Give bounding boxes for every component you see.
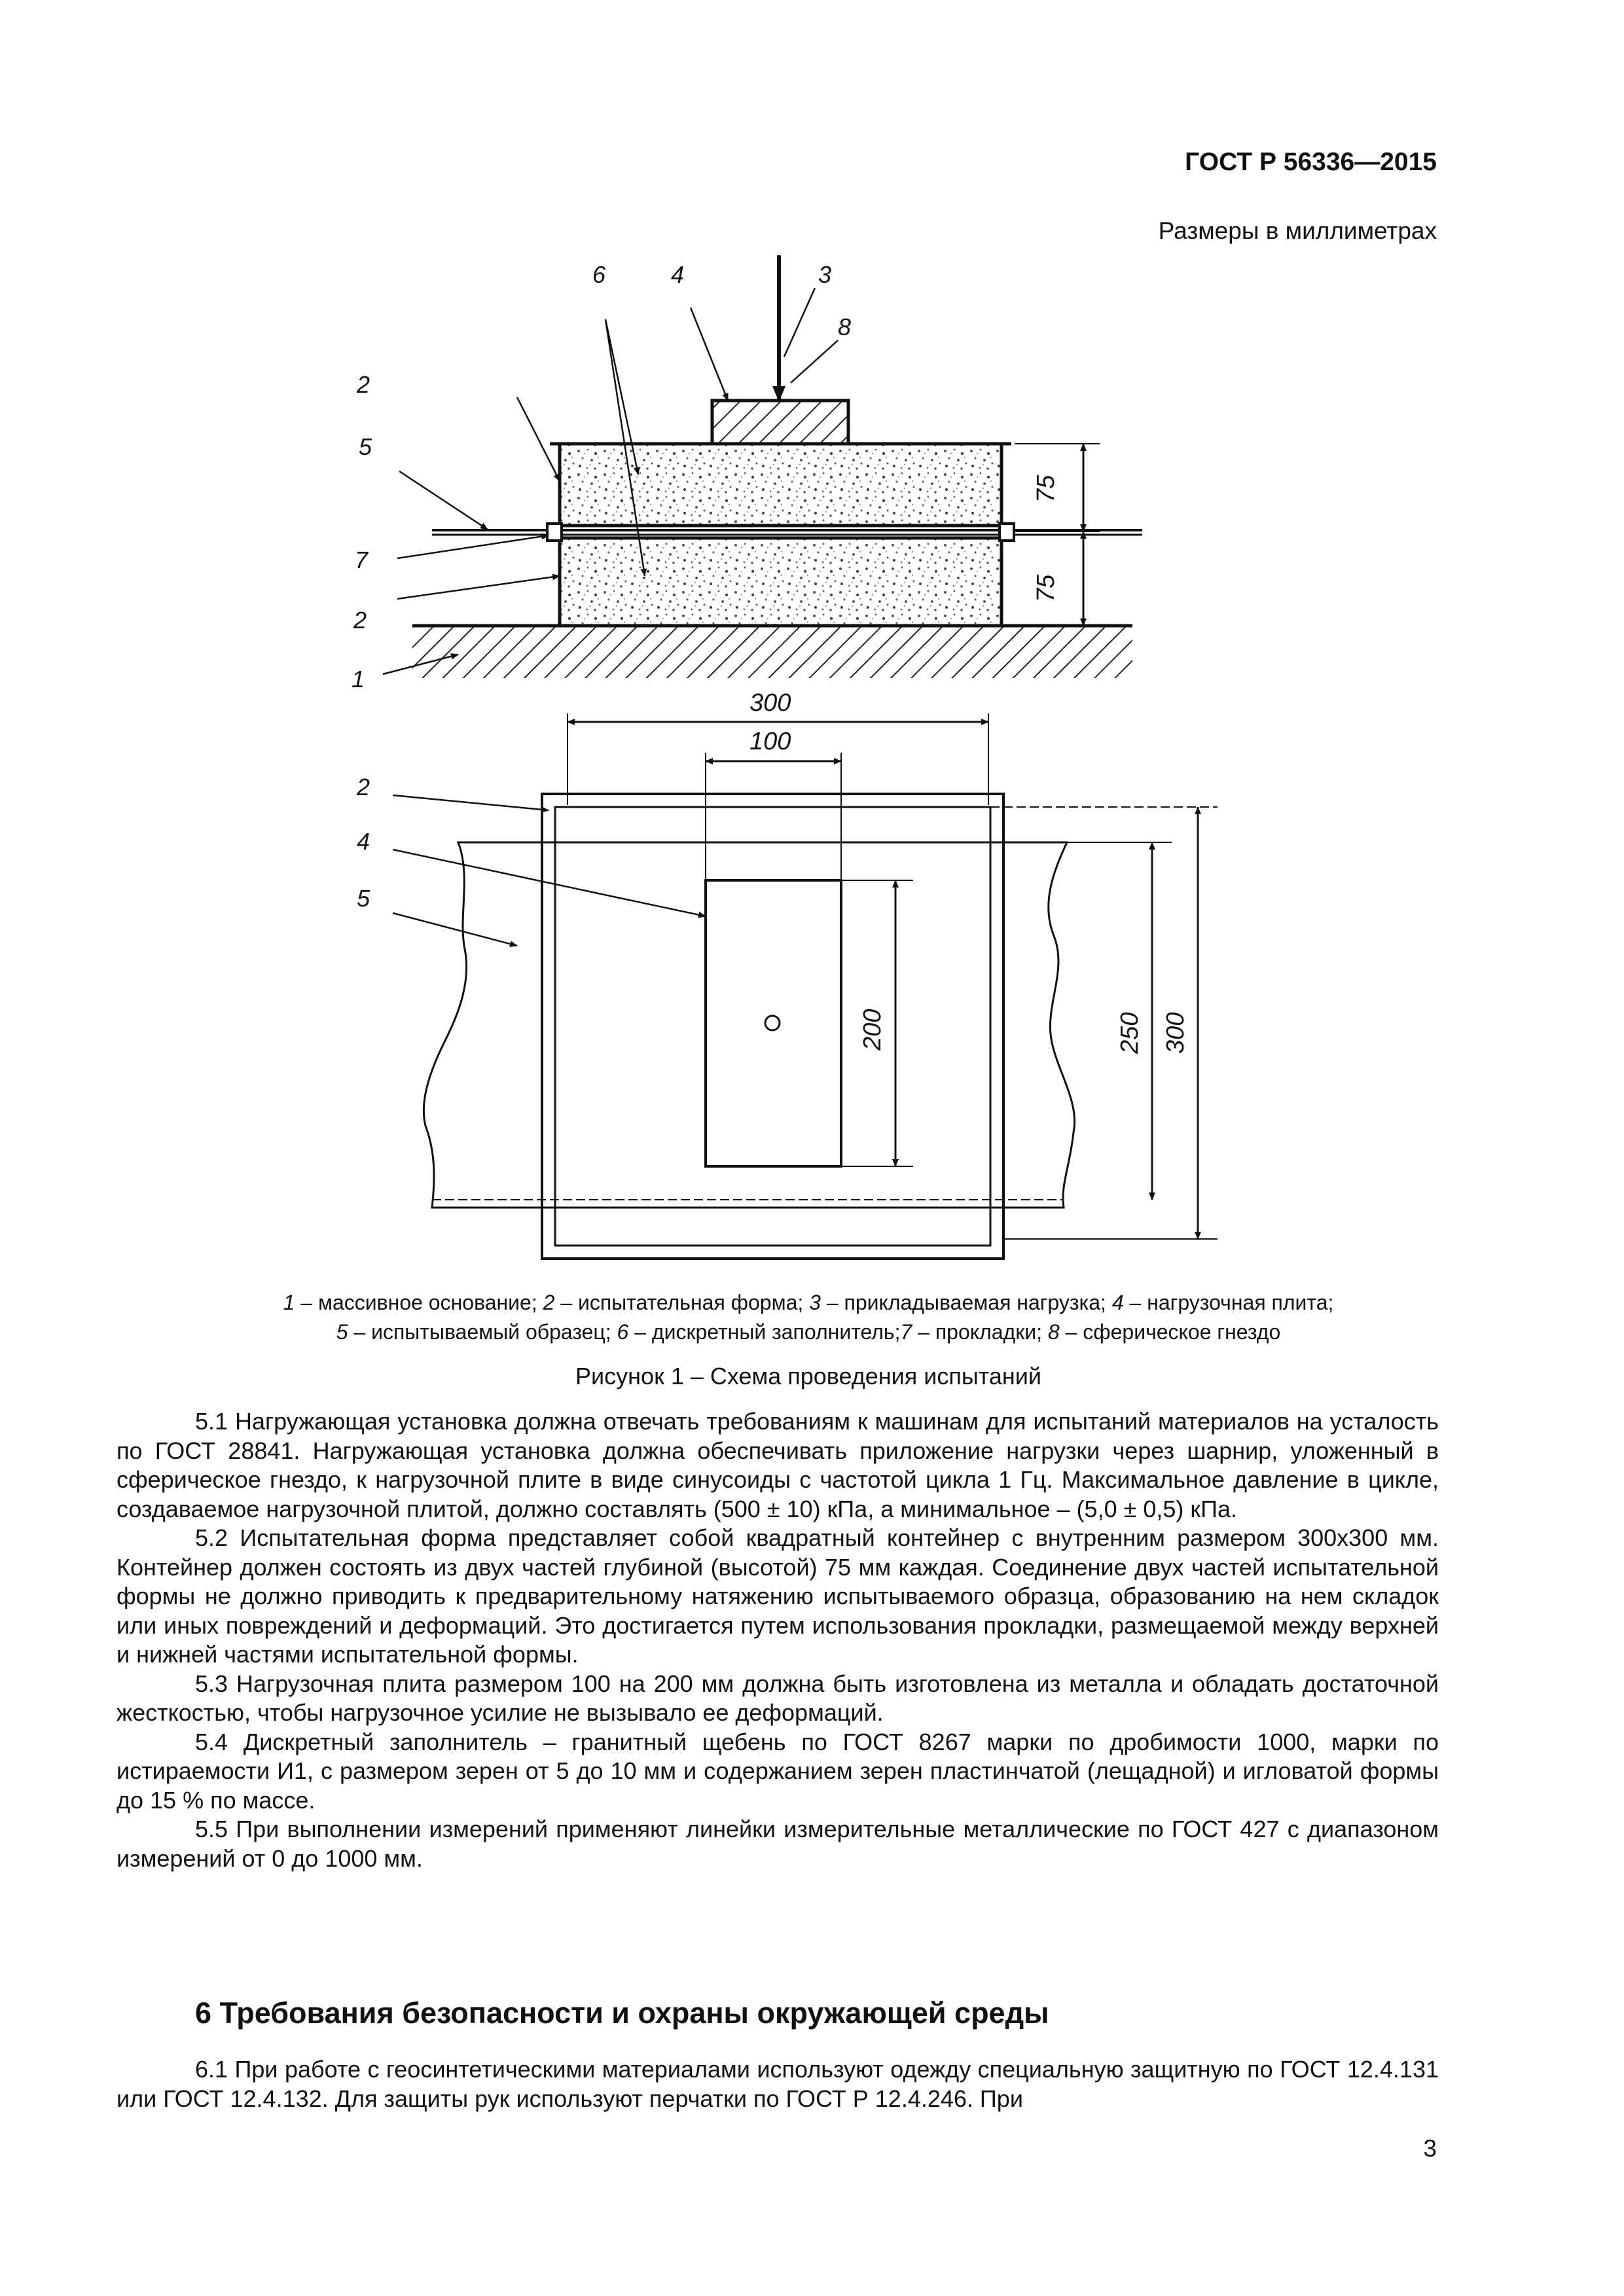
callout-1: 1	[352, 666, 365, 692]
callout-2-top: 2	[357, 371, 370, 398]
legend-text: – сферическое гнездо	[1059, 1320, 1281, 1344]
plan-load-plate	[706, 880, 841, 1166]
callout-3: 3	[818, 261, 832, 288]
side-view	[352, 255, 1142, 692]
callout-8: 8	[838, 314, 852, 340]
dim-height-form: 300	[1162, 1012, 1189, 1054]
legend-num: 2	[543, 1291, 555, 1314]
legend-num: 8	[1047, 1320, 1060, 1344]
dim-width-form: 300	[749, 689, 791, 717]
paragraph-5-1: 5.1 Нагружающая установка должна отвечать требованиям к машинам для испытаний материалов на усталость по ГОСТ 28841. Нагружающая установка должна обеспечивать приложение нагрузки через шарнир, уложенный в сферическое гнездо, к нагрузочной плите в виде синусоиды с частотой цикла 1 Гц. Максимальное давление в цикле, создаваемое нагрузочной плитой, должно составлять (500 ± 10) кПа, а минимальное – (5,0 ± 0,5) кПа.	[117, 1408, 1439, 1522]
legend-text: – дискретный заполнитель;	[628, 1320, 901, 1344]
callout-6: 6	[592, 261, 606, 288]
callout-4-side: 4	[671, 261, 685, 288]
legend-text: – испытываемый образец;	[348, 1320, 617, 1344]
callout-7: 7	[355, 547, 369, 573]
legend-text: – массивное основание;	[295, 1291, 543, 1314]
callout-2-plan: 2	[357, 774, 370, 800]
legend-num: 4	[1111, 1291, 1124, 1314]
section-6-heading: 6 Требования безопасности и охраны окружающей среды	[195, 1996, 1049, 2030]
load-plate	[712, 401, 848, 444]
plan-form-outer	[542, 794, 1003, 1259]
plan-tested-sample	[424, 842, 1074, 1208]
legend-num: 3	[809, 1291, 821, 1314]
gasket-left	[547, 524, 562, 541]
paragraph-5-4: 5.4 Дискретный заполнитель – гранитный щебень по ГОСТ 8267 марки по дробимости 1000, марки по истираемости И1, с размером зерен от 5 до 10 мм и содержанием зерен пластинчатой (лещадной) и игловатой формы до 15 % по массе.	[117, 1728, 1439, 1814]
legend-text: – испытательная форма;	[554, 1291, 810, 1314]
units-note: Размеры в миллиметрах	[1158, 217, 1437, 244]
plan-spherical-seat	[765, 1016, 780, 1030]
callout-5-side: 5	[359, 433, 372, 460]
figure-caption: Рисунок 1 – Схема проведения испытаний	[575, 1363, 1041, 1390]
dim-height-plate: 200	[859, 1009, 886, 1050]
paragraph-6-1: 6.1 При работе с геосинтетическими материалами используют одежду специальную защитную по ГОСТ 12.4.131 или ГОСТ 12.4.132. Для защиты рук используют перчатки по ГОСТ Р 12.4.246. При	[117, 2056, 1439, 2112]
requirements-text	[117, 1407, 1439, 1873]
legend-num: 1	[283, 1291, 295, 1314]
paragraph-5-5: 5.5 При выполнении измерений применяют линейки измерительные металлические по ГОСТ 427 с диапазоном измерений от 0 до 1000 мм.	[117, 1816, 1439, 1872]
lower-form-part	[560, 538, 1001, 626]
plan-form-inner	[555, 807, 990, 1246]
legend-text: – нагрузочная плита;	[1123, 1291, 1334, 1314]
paragraph-5-3: 5.3 Нагрузочная плита размером 100 на 200 мм должна быть изготовлена из металла и обладать достаточной жесткостью, чтобы нагрузочное усилие не вызывало ее деформаций.	[117, 1670, 1439, 1726]
callout-5-plan: 5	[357, 885, 370, 912]
gasket-right	[1000, 524, 1014, 541]
legend-text: – прокладки;	[912, 1320, 1048, 1344]
callout-2-bottom: 2	[353, 607, 367, 634]
dim-width-plate: 100	[749, 728, 791, 755]
callout-4-plan: 4	[357, 828, 370, 855]
standard-code: ГОСТ Р 56336—2015	[1185, 148, 1437, 176]
massive-base	[412, 626, 1132, 678]
legend-num: 7	[900, 1320, 912, 1344]
plan-view	[356, 689, 1218, 1259]
legend-num: 6	[617, 1320, 629, 1344]
dim-height-sample: 250	[1116, 1012, 1144, 1054]
section-6-text	[117, 2055, 1439, 2113]
legend-text: – прикладываемая нагрузка;	[820, 1291, 1112, 1314]
figure-legend-line-2	[98, 1318, 1519, 1347]
dim-height-upper: 75	[1032, 475, 1060, 503]
dim-height-lower: 75	[1032, 574, 1060, 602]
legend-num: 5	[336, 1320, 348, 1344]
paragraph-5-2: 5.2 Испытательная форма представляет собой квадратный контейнер с внутренним размером 300х300 мм. Контейнер должен состоять из двух частей глубиной (высотой) 75 мм каждая. Соединение двух частей испытательной формы не должно приводить к предварительному натяжению испытываемого образца, образованию на нем складок или иных повреждений и деформаций. Это достигается путем использования прокладки, размещаемой между верхней и нижней частями испытательной формы.	[117, 1524, 1439, 1668]
figure-legend-line-1	[98, 1288, 1519, 1318]
page-number: 3	[1423, 2135, 1437, 2162]
